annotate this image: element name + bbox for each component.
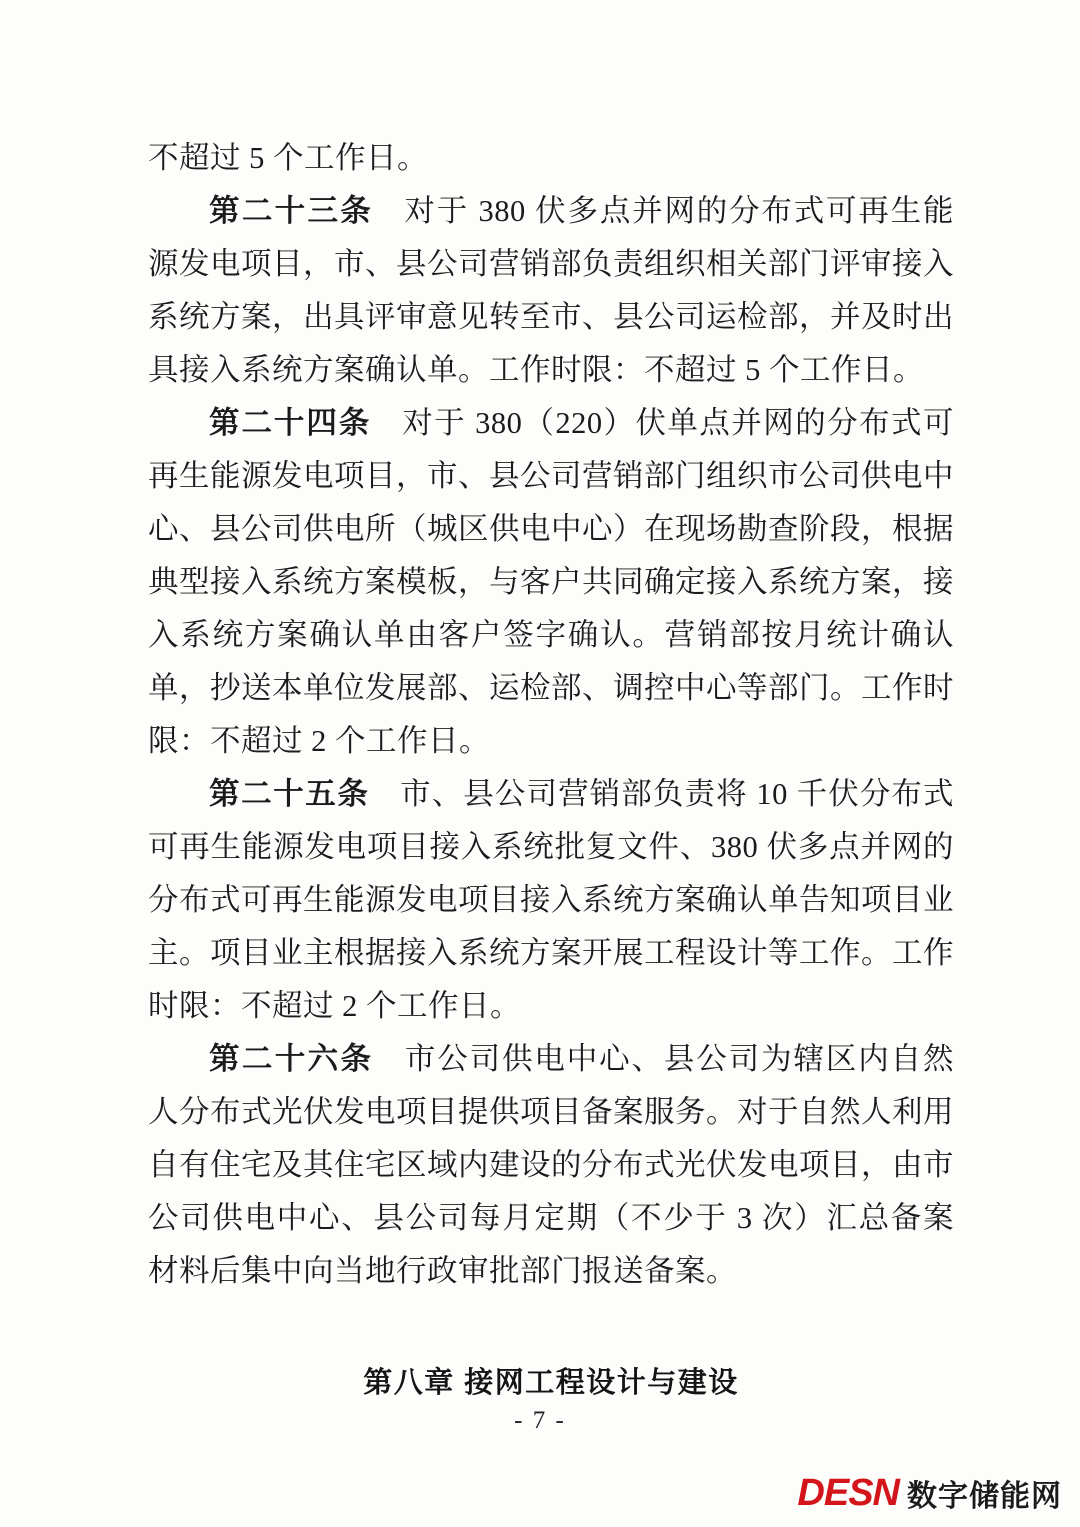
article-label: 第二十五条 [209, 777, 370, 811]
chapter-heading: 第八章 接网工程设计与建设 [363, 1367, 739, 1399]
article-26 [148, 1033, 954, 1298]
article-24 [148, 397, 954, 768]
paragraph-text: 对于 380（220）伏单点并网的分布式可再生能源发电项目，市、县公司营销部门组织市公司供电中心、县公司供电所（城区供电中心）在现场勘查阶段，根据典型接入系统方案模板，与客户共同确定接入系统方案，接入系统方案确认单由客户签字确认。营销部按月统计确认单，抄送本单位发展部、运检部、调控中心等部门。工作时限：不超过 2 个工作日。 [148, 406, 955, 758]
paragraph-text: 对于 380 伏多点并网的分布式可再生能源发电项目，市、县公司营销部负责组织相关部门评审接入系统方案，出具评审意见转至市、县公司运检部，并及时出具接入系统方案确认单。工作时限：不超过 5 个工作日。 [148, 194, 955, 387]
paragraph-continuation [148, 132, 954, 185]
page-number: - 7 - [514, 1407, 566, 1434]
article-25 [148, 768, 954, 1033]
article-label: 第二十四条 [209, 406, 372, 440]
watermark [797, 1471, 1062, 1515]
paragraph-text: 市、县公司营销部负责将 10 千伏分布式可再生能源发电项目接入系统批复文件、380 伏多点并网的分布式可再生能源发电项目接入系统方案确认单告知项目业主。项目业主根据接入系统方案开展工程设计等工作。工作时限：不超过 2 个工作日。 [148, 777, 955, 1023]
article-label: 第二十三条 [209, 194, 374, 228]
article-label: 第二十六条 [209, 1042, 374, 1076]
watermark-brand-cn: 数字储能网 [907, 1480, 1062, 1513]
paragraph-text: 不超过 5 个工作日。 [148, 141, 428, 175]
watermark-brand: DESN [797, 1471, 899, 1514]
paragraph-text: 市公司供电中心、县公司为辖区内自然人分布式光伏发电项目提供项目备案服务。对于自然人利用自有住宅及其住宅区域内建设的分布式光伏发电项目，由市公司供电中心、县公司每月定期（不少于 3 次）汇总备案材料后集中向当地行政审批部门报送备案。 [148, 1042, 955, 1288]
article-23 [148, 185, 954, 397]
document-body [148, 132, 954, 1401]
